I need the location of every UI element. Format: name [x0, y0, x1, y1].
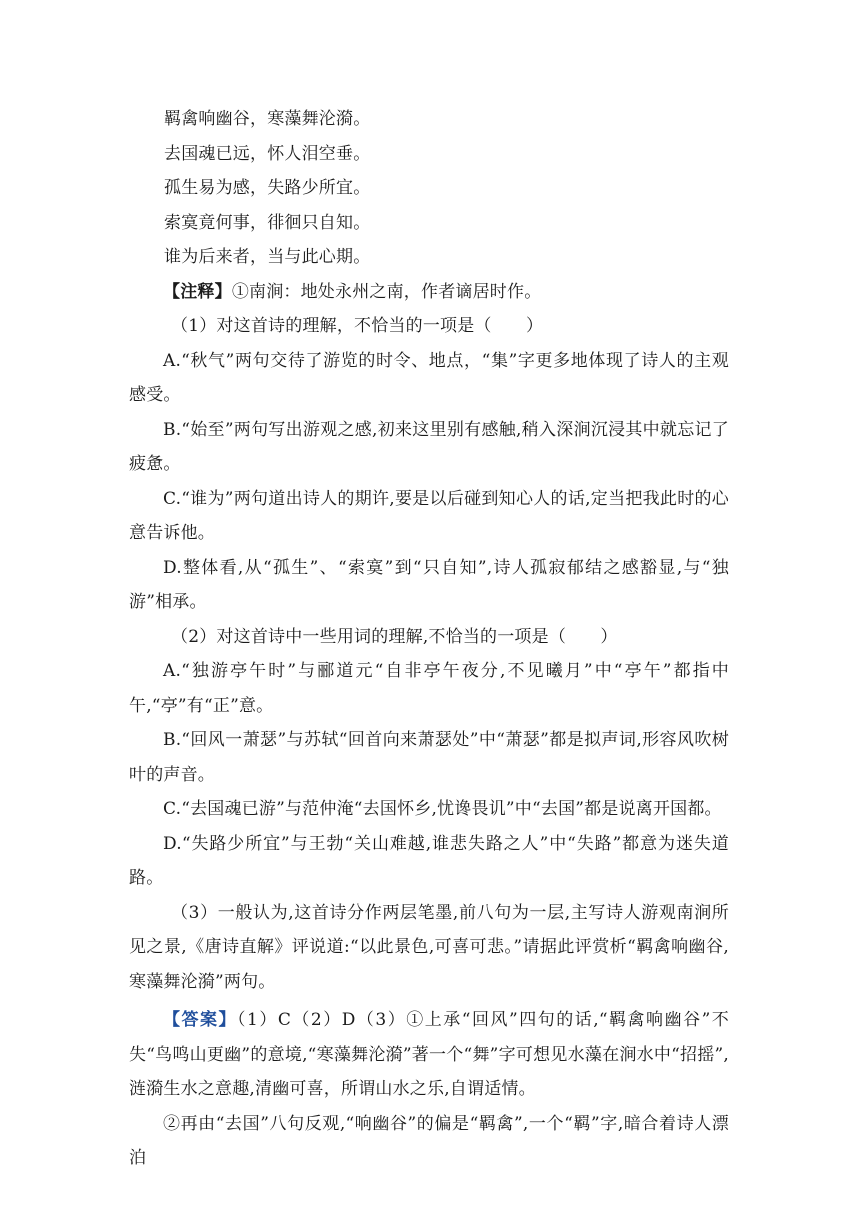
question-3-stem: （3）一般认为,这首诗分作两层笔墨,前八句为一层,主写诗人游观南涧所见之景,《唐诗直解》评说道:“以此景色,可喜可悲。”请据此评赏析“羁禽响幽谷,寒藻舞沦漪”两句。 — [129, 902, 729, 992]
question-1-option-b: B.“始至”两句写出游观之感,初来这里别有感触,稍入深涧沉浸其中就忘记了疲惫。 — [129, 419, 729, 474]
question-1-option-d: D.整体看,从“孤生”、“索寞”到“只自知”,诗人孤寂郁结之感豁显,与“独游”相承。 — [129, 557, 729, 612]
poem-line: 索寞竟何事，徘徊只自知。 — [164, 212, 371, 233]
question-1-option-c: C.“谁为”两句道出诗人的期许,要是以后碰到知心人的话,定当把我此时的心意告诉他。 — [129, 488, 729, 543]
question-1-stem: （1）对这首诗的理解，不恰当的一项是（ ） — [171, 316, 544, 336]
annotation-label: 【注释】 — [163, 281, 232, 302]
question-1-option-a: A.“秋气”两句交待了游览的时令、地点，“集”字更多地体现了诗人的主观感受。 — [129, 350, 729, 405]
poem-line: 谁为后来者，当与此心期。 — [164, 247, 371, 267]
annotation — [129, 275, 729, 310]
answer-label: 【答案】 — [163, 1010, 238, 1030]
answer-text: （1）C（2）D（3）①上承“回风”四句的话,“羁禽响幽谷”不失“鸟鸣山更幽”的意境,“寒藻舞沦漪”著一个“舞”字可想见水藻在涧水中“招摇”,涟漪生水之意趣,清幽可喜，所谓山水之乐,自谓适情。 — [129, 1010, 729, 1099]
annotation-text: ①南涧：地处永州之南，作者谪居时作。 — [231, 281, 542, 302]
poem-line: 羁禽响幽谷，寒藻舞沦漪。 — [164, 109, 371, 129]
question-2-option-a: A.“独游亭午时”与郦道元“自非亭午夜分,不见曦月”中“亭午”都指中午,“亭”有“正”意。 — [129, 661, 729, 716]
answer-block — [129, 1003, 729, 1107]
document-body — [129, 102, 729, 1176]
question-2-option-d: D.“失路少所宜”与王勃“关山难越,谁悲失路之人”中“失路”都意为迷失道路。 — [129, 833, 729, 888]
question-2-option-c: C.“去国魂已游”与范仲淹“去国怀乡,忧谗畏讥”中“去国”都是说离开国都。 — [163, 799, 722, 819]
poem-line: 去国魂已远，怀人泪空垂。 — [164, 143, 371, 164]
poem-line: 孤生易为感，失路少所宜。 — [164, 178, 371, 198]
question-2-stem: （2）对这首诗中一些用词的理解,不恰当的一项是（ ） — [171, 626, 618, 647]
answer-continued: ②再由“去国”八句反观,“响幽谷”的偏是“羁禽”,一个“羁”字,暗合着诗人漂泊 — [129, 1113, 729, 1168]
poem — [129, 102, 729, 275]
question-2-option-b: B.“回风一萧瑟”与苏轼“回首向来萧瑟处”中“萧瑟”都是拟声词,形容风吹树叶的声音。 — [129, 730, 729, 785]
